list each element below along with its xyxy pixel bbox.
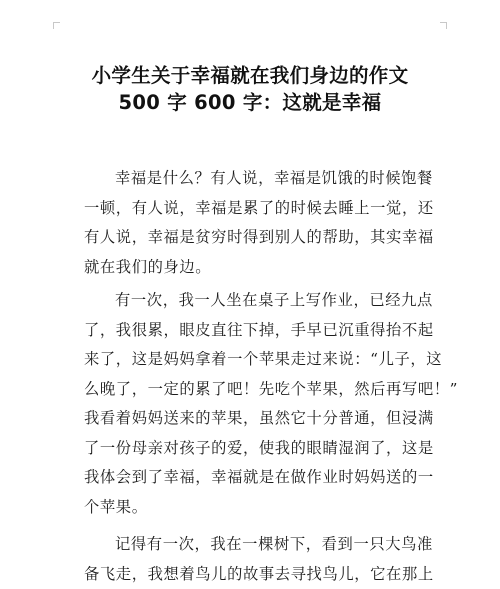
page-corner-mark-top-left: [53, 22, 60, 29]
paragraph-line: 备飞走，我想着鸟儿的故事去寻找鸟儿，它在那上: [84, 560, 432, 589]
paragraph-line: 来了，这是妈妈拿着一个苹果走过来说：“儿子，这: [84, 345, 432, 375]
paragraph-line: 么晚了，一定的累了吧！先吃个苹果，然后再写吧！”: [84, 375, 432, 405]
paragraph-3: [84, 530, 432, 589]
paragraph-line: 我看着妈妈送来的苹果，虽然它十分普通，但浸满: [84, 404, 432, 434]
paragraph-line: 记得有一次，我在一棵树下，看到一只大鸟准: [84, 530, 432, 560]
paragraph-1: [84, 164, 432, 282]
paragraph-line: 一顿，有人说，幸福是累了的时候去睡上一觉，还: [84, 194, 432, 224]
paragraph-line: 了一份母亲对孩子的爱，使我的眼睛湿润了，这是: [84, 434, 432, 464]
paragraph-line: 有人说，幸福是贫穷时得到别人的帮助，其实幸福: [84, 223, 432, 253]
paragraph-line: 有一次，我一人坐在桌子上写作业，已经九点: [84, 286, 432, 316]
document-title-line-1: 小学生关于幸福就在我们身边的作文: [40, 64, 460, 88]
paragraph-2: [84, 286, 432, 522]
page-corner-mark-top-right: [440, 22, 447, 29]
paragraph-line: 个苹果。: [84, 493, 432, 523]
paragraph-line: 幸福是什么？有人说，幸福是饥饿的时候饱餐: [84, 164, 432, 194]
paragraph-line: 了，我很累，眼皮直往下掉，手早已沉重得抬不起: [84, 316, 432, 346]
paragraph-line: 我体会到了幸福，幸福就是在做作业时妈妈送的一: [84, 463, 432, 493]
document-title-line-2: 500 字 600 字：这就是幸福: [40, 91, 460, 115]
paragraph-line: 就在我们的身边。: [84, 253, 432, 283]
